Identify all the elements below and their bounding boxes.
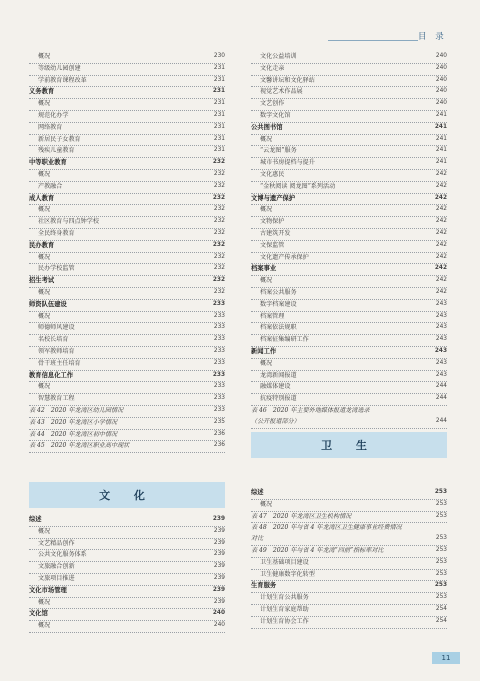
toc-page-number: 254 — [435, 617, 447, 624]
toc-entry-title: 融媒体建设 — [260, 383, 291, 391]
toc-page-number: 239 — [212, 586, 225, 593]
toc-entry-title: 师资队伍建设 — [29, 300, 67, 308]
toc-entry-title: 概况 — [38, 383, 51, 391]
toc-page-number: 240 — [435, 53, 447, 59]
toc-entry[interactable] — [251, 288, 447, 300]
toc-section-heading[interactable] — [29, 158, 225, 170]
toc-entry-title: 表 44 2020 年龙湾区初中情况 — [29, 430, 118, 438]
toc-entry-title: 文博与遗产保护 — [251, 194, 296, 202]
toc-entry[interactable] — [29, 76, 225, 88]
toc-entry[interactable] — [251, 382, 447, 394]
toc-page-number: 253 — [434, 582, 447, 589]
toc-page-number: 253 — [435, 546, 447, 553]
toc-entry-title: 文艺创作 — [260, 100, 285, 108]
toc-entry[interactable] — [251, 99, 447, 111]
toc-page-number: 241 — [434, 123, 447, 130]
toc-entry-title: 智慧教育工程 — [38, 395, 75, 403]
toc-page-number: 241 — [435, 111, 447, 118]
toc-entry-title: 概况 — [38, 312, 51, 320]
toc-page-number: 242 — [434, 265, 447, 272]
toc-entry[interactable] — [29, 205, 225, 217]
toc-page-number: 231 — [213, 147, 225, 154]
toc-entry[interactable] — [29, 335, 225, 347]
toc-entry[interactable] — [251, 76, 447, 88]
toc-entry-title: 概况 — [38, 170, 51, 178]
toc-entry-title: 文物保护 — [260, 218, 285, 226]
toc-entry[interactable] — [251, 417, 447, 429]
toc-entry[interactable] — [251, 512, 447, 524]
toc-entry-title: 概况 — [38, 206, 51, 214]
toc-page-number: 243 — [435, 312, 447, 319]
toc-entry[interactable] — [251, 300, 447, 312]
toc-page-number: 242 — [435, 170, 447, 177]
toc-entry[interactable] — [29, 562, 225, 574]
toc-entry-title: （公开报道部分） — [251, 417, 300, 425]
toc-entry-title: 名校长培育 — [38, 336, 69, 344]
toc-section-heading[interactable] — [29, 300, 225, 312]
toc-entry-title: 等级幼儿园创建 — [38, 64, 81, 72]
toc-entry[interactable] — [251, 158, 447, 170]
toc-page-number: 233 — [212, 300, 225, 307]
toc-entry-title: 民办学校监管 — [38, 265, 75, 273]
toc-entry[interactable] — [29, 323, 225, 335]
toc-page-number: 239 — [213, 539, 225, 546]
toc-entry-title: 文化馆 — [29, 610, 48, 618]
toc-entry[interactable] — [251, 229, 447, 241]
toc-list-culture-cont — [251, 52, 447, 429]
toc-right-column — [251, 52, 447, 429]
toc-entry-title: 概况 — [260, 135, 273, 143]
page-header-title: 目 录 — [418, 32, 447, 42]
toc-page-number: 232 — [213, 182, 225, 189]
toc-entry[interactable] — [251, 182, 447, 194]
toc-entry-title: 概况 — [38, 288, 51, 296]
toc-entry[interactable] — [251, 111, 447, 123]
toc-page-number: 253 — [435, 558, 447, 565]
toc-entry[interactable] — [251, 135, 447, 147]
toc-page-number: 232 — [213, 206, 225, 213]
toc-page-number: 233 — [213, 324, 225, 331]
toc-entry[interactable] — [29, 621, 225, 633]
toc-page-number: 231 — [213, 135, 225, 142]
toc-page-number: 232 — [213, 253, 225, 260]
toc-entry-title: 概况 — [38, 622, 51, 630]
toc-entry[interactable] — [29, 217, 225, 229]
toc-page-number: 239 — [213, 551, 225, 558]
toc-entry-title: 文馨讲坛和文化驿站 — [260, 76, 315, 84]
toc-entry-title: 全民终身教育 — [38, 229, 75, 237]
toc-page-number: 232 — [212, 159, 225, 166]
toc-entry[interactable] — [251, 146, 447, 158]
toc-entry-title: 成人教育 — [29, 194, 55, 202]
toc-entry-title: 计划生育家庭帮助 — [260, 605, 309, 613]
toc-page-number: 244 — [435, 383, 447, 390]
toc-page-number: 243 — [435, 300, 447, 307]
toc-page-number: 242 — [435, 288, 447, 295]
toc-entry[interactable] — [251, 323, 447, 335]
toc-entry[interactable] — [29, 418, 225, 430]
toc-entry-title: 卫生基础项目建设 — [260, 558, 309, 566]
toc-entry[interactable] — [251, 605, 447, 617]
toc-entry[interactable] — [29, 264, 225, 276]
toc-page-number: 231 — [213, 123, 225, 130]
toc-entry-title: 综述 — [29, 516, 42, 523]
toc-entry-title: 城市书房提档与提升 — [260, 159, 315, 167]
toc-entry[interactable] — [251, 371, 447, 383]
toc-entry[interactable] — [251, 312, 447, 324]
toc-section-heading[interactable] — [29, 87, 225, 99]
section-banner-culture: 文 化 — [29, 482, 225, 508]
toc-right-column-lower — [251, 488, 447, 629]
toc-entry-title: 新闻工作 — [251, 347, 277, 355]
toc-entry[interactable] — [29, 550, 225, 562]
toc-section-heading[interactable] — [251, 347, 447, 359]
toc-entry[interactable] — [29, 441, 225, 453]
toc-entry[interactable] — [29, 312, 225, 324]
toc-entry-title: 教育信息化工作 — [29, 371, 74, 379]
toc-entry-title: 表 43 2020 年龙湾区小学情况 — [29, 418, 118, 426]
toc-entry-title: 视觉艺术作品展 — [260, 88, 303, 96]
toc-entry-title: 骨干班主任培育 — [38, 359, 81, 367]
toc-page-number: 253 — [435, 535, 447, 542]
toc-page-number: 240 — [213, 622, 225, 629]
toc-list-culture — [29, 515, 225, 633]
toc-entry-title: 概况 — [260, 277, 273, 285]
toc-page-number: 232 — [212, 277, 225, 284]
toc-page-number: 253 — [435, 594, 447, 601]
toc-page-number: 240 — [435, 76, 447, 83]
toc-page-number: 242 — [435, 218, 447, 225]
toc-entry[interactable] — [251, 617, 447, 629]
toc-page-number: 231 — [213, 111, 225, 118]
toc-entry-title: 招生考试 — [29, 277, 55, 285]
toc-page-number: 253 — [435, 570, 447, 577]
toc-section-heading[interactable] — [251, 488, 447, 500]
toc-page-number: 241 — [435, 147, 447, 154]
toc-list-education — [29, 52, 225, 453]
toc-entry-title: 文化惠民 — [260, 170, 285, 178]
toc-page-number: 243 — [435, 336, 447, 343]
toc-entry-title: 概况 — [38, 100, 51, 108]
toc-entry[interactable] — [29, 135, 225, 147]
toc-entry-title: 抗疫特别报道 — [260, 395, 297, 403]
toc-entry[interactable] — [251, 253, 447, 265]
toc-entry[interactable] — [29, 123, 225, 135]
toc-page-number: 232 — [213, 170, 225, 177]
toc-entry-title: 概况 — [38, 598, 51, 606]
toc-entry-title: 义务教育 — [29, 88, 55, 96]
toc-entry[interactable] — [29, 406, 225, 418]
toc-entry-title: 表 42 2020 年龙湾区幼儿园情况 — [29, 406, 124, 414]
toc-page-number: 232 — [213, 265, 225, 272]
toc-entry[interactable] — [251, 217, 447, 229]
toc-page-number: 241 — [435, 135, 447, 142]
toc-entry[interactable] — [251, 500, 447, 512]
toc-entry-title: 档案公共服务 — [260, 288, 297, 296]
toc-entry-title: 残疾儿童教育 — [38, 147, 75, 155]
toc-page-number: 233 — [213, 312, 225, 319]
toc-entry[interactable] — [29, 574, 225, 586]
toc-entry-title: 社区教育与四点钟学校 — [38, 218, 99, 226]
toc-section-heading[interactable] — [29, 371, 225, 383]
toc-entry[interactable] — [251, 534, 447, 546]
toc-entry-title: 计划生育协会工作 — [260, 617, 309, 625]
toc-page-number: 239 — [213, 563, 225, 570]
toc-section-heading[interactable] — [251, 194, 447, 206]
toc-entry-title: “金秋阅读 阅龙图”系列活动 — [260, 182, 336, 190]
toc-page-number: 232 — [212, 194, 225, 201]
toc-entry[interactable] — [251, 64, 447, 76]
toc-entry[interactable] — [29, 347, 225, 359]
toc-entry-title: 公共图书馆 — [251, 123, 283, 131]
toc-entry[interactable] — [29, 170, 225, 182]
toc-entry[interactable] — [251, 335, 447, 347]
toc-entry-title: 文旅项目推进 — [38, 574, 75, 582]
toc-page-number: 231 — [213, 76, 225, 83]
toc-section-heading[interactable] — [251, 123, 447, 135]
toc-entry[interactable] — [29, 52, 225, 64]
toc-entry[interactable] — [251, 394, 447, 406]
toc-page-number: 242 — [435, 241, 447, 248]
toc-entry-title: 公共文化服务体系 — [38, 551, 87, 559]
toc-page-number: 231 — [213, 100, 225, 107]
toc-entry-title: 师德师风建设 — [38, 324, 75, 332]
toc-page-number: 242 — [435, 277, 447, 284]
toc-entry[interactable] — [251, 205, 447, 217]
toc-entry[interactable] — [29, 146, 225, 158]
toc-section-heading[interactable] — [29, 241, 225, 253]
toc-entry-title: 概况 — [38, 253, 51, 261]
toc-section-heading[interactable] — [29, 609, 225, 621]
toc-entry[interactable] — [251, 523, 447, 534]
toc-entry-title: 古建筑开发 — [260, 229, 291, 237]
toc-entry-title: 领军教师培育 — [38, 347, 75, 355]
toc-page-number: 239 — [213, 574, 225, 581]
toc-entry-title: 档案管理 — [260, 312, 285, 320]
toc-page-number: 240 — [212, 610, 225, 617]
toc-entry-title: 表 45 2020 年龙湾区职业高中现状 — [29, 442, 130, 450]
toc-page-number: 243 — [435, 359, 447, 366]
toc-entry[interactable] — [251, 546, 447, 558]
toc-entry[interactable] — [251, 570, 447, 582]
toc-entry[interactable] — [29, 253, 225, 265]
toc-page-number: 240 — [435, 64, 447, 71]
toc-entry-title: 概况 — [260, 206, 273, 214]
toc-entry[interactable] — [29, 539, 225, 551]
toc-section-heading[interactable] — [29, 586, 225, 598]
toc-entry-title: 表 46 2020 年主要外地媒体报道龙湾选录 — [251, 406, 370, 414]
toc-entry[interactable] — [29, 394, 225, 406]
toc-entry[interactable] — [251, 241, 447, 253]
toc-page-number: 242 — [435, 182, 447, 189]
toc-entry-title: 表 49 2020 年与省 4 年龙湾“四前”指标率对比 — [251, 546, 384, 554]
toc-entry[interactable] — [29, 64, 225, 76]
toc-entry-title: 卫生健康数字化转型 — [260, 570, 315, 578]
toc-entry-title: 计划生育公共服务 — [260, 594, 309, 602]
toc-page-number: 240 — [435, 88, 447, 95]
toc-entry[interactable] — [29, 182, 225, 194]
toc-page-number: 236 — [213, 442, 225, 449]
toc-entry-title: 概况 — [38, 53, 51, 60]
toc-page-number: 235 — [213, 418, 225, 425]
toc-page-number: 253 — [435, 512, 447, 519]
toc-entry[interactable] — [29, 359, 225, 371]
toc-entry-title: 档案事业 — [251, 265, 277, 273]
toc-page-number: 232 — [213, 218, 225, 225]
toc-entry-title: 文化市场管理 — [29, 586, 67, 594]
toc-entry[interactable] — [29, 99, 225, 111]
toc-section-heading[interactable] — [251, 581, 447, 593]
toc-entry-title: 网络教育 — [38, 123, 63, 131]
toc-entry-title: 文化公益培训 — [260, 53, 297, 60]
toc-entry[interactable] — [29, 382, 225, 394]
toc-page-number: 232 — [212, 241, 225, 248]
toc-page-number: 243 — [435, 324, 447, 331]
toc-entry[interactable] — [29, 430, 225, 442]
toc-page-number: 242 — [435, 206, 447, 213]
toc-page-number: 231 — [212, 88, 225, 95]
page-number: 11 — [432, 652, 460, 664]
toc-entry-title: 表 48 2020 年与省 4 年龙湾区卫生健康事业经费情况 — [251, 524, 402, 532]
toc-page-number: 242 — [434, 194, 447, 201]
toc-entry[interactable] — [251, 87, 447, 99]
toc-entry-title: 龙湾新闻报道 — [260, 371, 297, 379]
toc-section-heading[interactable] — [29, 515, 225, 527]
toc-entry-title: 文旅融合创新 — [38, 563, 75, 571]
toc-page-number: 233 — [213, 359, 225, 366]
toc-page-number: 236 — [213, 430, 225, 437]
toc-page-number: 244 — [435, 417, 447, 424]
toc-entry-title: 数字档案建设 — [260, 300, 297, 308]
toc-page-number: 230 — [213, 53, 225, 59]
toc-entry-title: 规范化办学 — [38, 111, 69, 119]
toc-entry-title: 文保监管 — [260, 241, 285, 249]
toc-page-number: 233 — [213, 406, 225, 413]
toc-entry-title: 生育服务 — [251, 582, 277, 590]
toc-page-number: 233 — [212, 371, 225, 378]
toc-page-number: 239 — [213, 527, 225, 534]
toc-page-number: 253 — [434, 489, 447, 495]
toc-entry-title: 综述 — [251, 489, 264, 496]
toc-page-number: 231 — [213, 64, 225, 71]
toc-entry[interactable] — [251, 406, 447, 417]
toc-entry-title: 档案依法规职 — [260, 324, 297, 332]
toc-entry-title: 档案征集编研工作 — [260, 336, 309, 344]
toc-entry-title: 文化走亲 — [260, 64, 285, 72]
toc-page-number: 233 — [213, 383, 225, 390]
toc-entry[interactable] — [29, 229, 225, 241]
toc-entry[interactable] — [251, 558, 447, 570]
toc-entry-title: 概况 — [38, 527, 51, 535]
toc-entry[interactable] — [251, 52, 447, 64]
toc-entry-title: 产教融合 — [38, 182, 63, 190]
toc-entry-title: 概况 — [260, 500, 273, 508]
toc-page-number: 242 — [435, 229, 447, 236]
toc-entry-title: 表 47 2020 年龙湾区卫生机构情况 — [251, 512, 352, 520]
toc-entry-title: 概况 — [260, 359, 273, 367]
toc-page-number: 243 — [435, 371, 447, 378]
toc-left-column — [29, 52, 225, 453]
toc-entry-title: 文艺精品创作 — [38, 539, 75, 547]
toc-list-health — [251, 488, 447, 629]
toc-section-heading[interactable] — [29, 276, 225, 288]
toc-entry-title: 对比 — [251, 535, 264, 543]
toc-left-column-lower — [29, 515, 225, 633]
toc-entry-title: 数字文化馆 — [260, 111, 291, 119]
toc-page-number: 254 — [435, 605, 447, 612]
toc-page-number: 233 — [213, 336, 225, 343]
section-banner-health: 卫 生 — [251, 432, 447, 458]
toc-entry-title: 学前教育课程改革 — [38, 76, 87, 84]
toc-page-number: 243 — [434, 347, 447, 354]
toc-entry[interactable] — [29, 111, 225, 123]
toc-entry-title: 中等职业教育 — [29, 159, 67, 167]
toc-page-number: 240 — [435, 100, 447, 107]
toc-entry[interactable] — [251, 359, 447, 371]
toc-page-number: 244 — [435, 395, 447, 402]
toc-section-heading[interactable] — [251, 264, 447, 276]
toc-entry[interactable] — [251, 170, 447, 182]
toc-page-number: 232 — [213, 288, 225, 295]
toc-entry[interactable] — [29, 288, 225, 300]
toc-entry-title: 民办教育 — [29, 241, 55, 249]
toc-entry-title: 文化遗产传承保护 — [260, 253, 309, 261]
toc-page-number: 253 — [435, 500, 447, 507]
toc-page-number: 233 — [213, 395, 225, 402]
toc-page-number: 241 — [435, 159, 447, 166]
toc-entry[interactable] — [29, 527, 225, 539]
toc-page-number: 242 — [435, 253, 447, 260]
toc-entry[interactable] — [251, 593, 447, 605]
toc-page-number: 239 — [213, 598, 225, 605]
toc-page-number: 233 — [213, 347, 225, 354]
toc-page-number: 232 — [213, 229, 225, 236]
toc-section-heading[interactable] — [29, 194, 225, 206]
header-rule — [328, 40, 418, 41]
toc-entry[interactable] — [251, 276, 447, 288]
toc-page-number: 239 — [212, 516, 225, 522]
toc-entry-title: “云龙图”服务 — [260, 147, 297, 155]
toc-entry-title: 新居民子女教育 — [38, 135, 81, 143]
toc-entry[interactable] — [29, 598, 225, 610]
